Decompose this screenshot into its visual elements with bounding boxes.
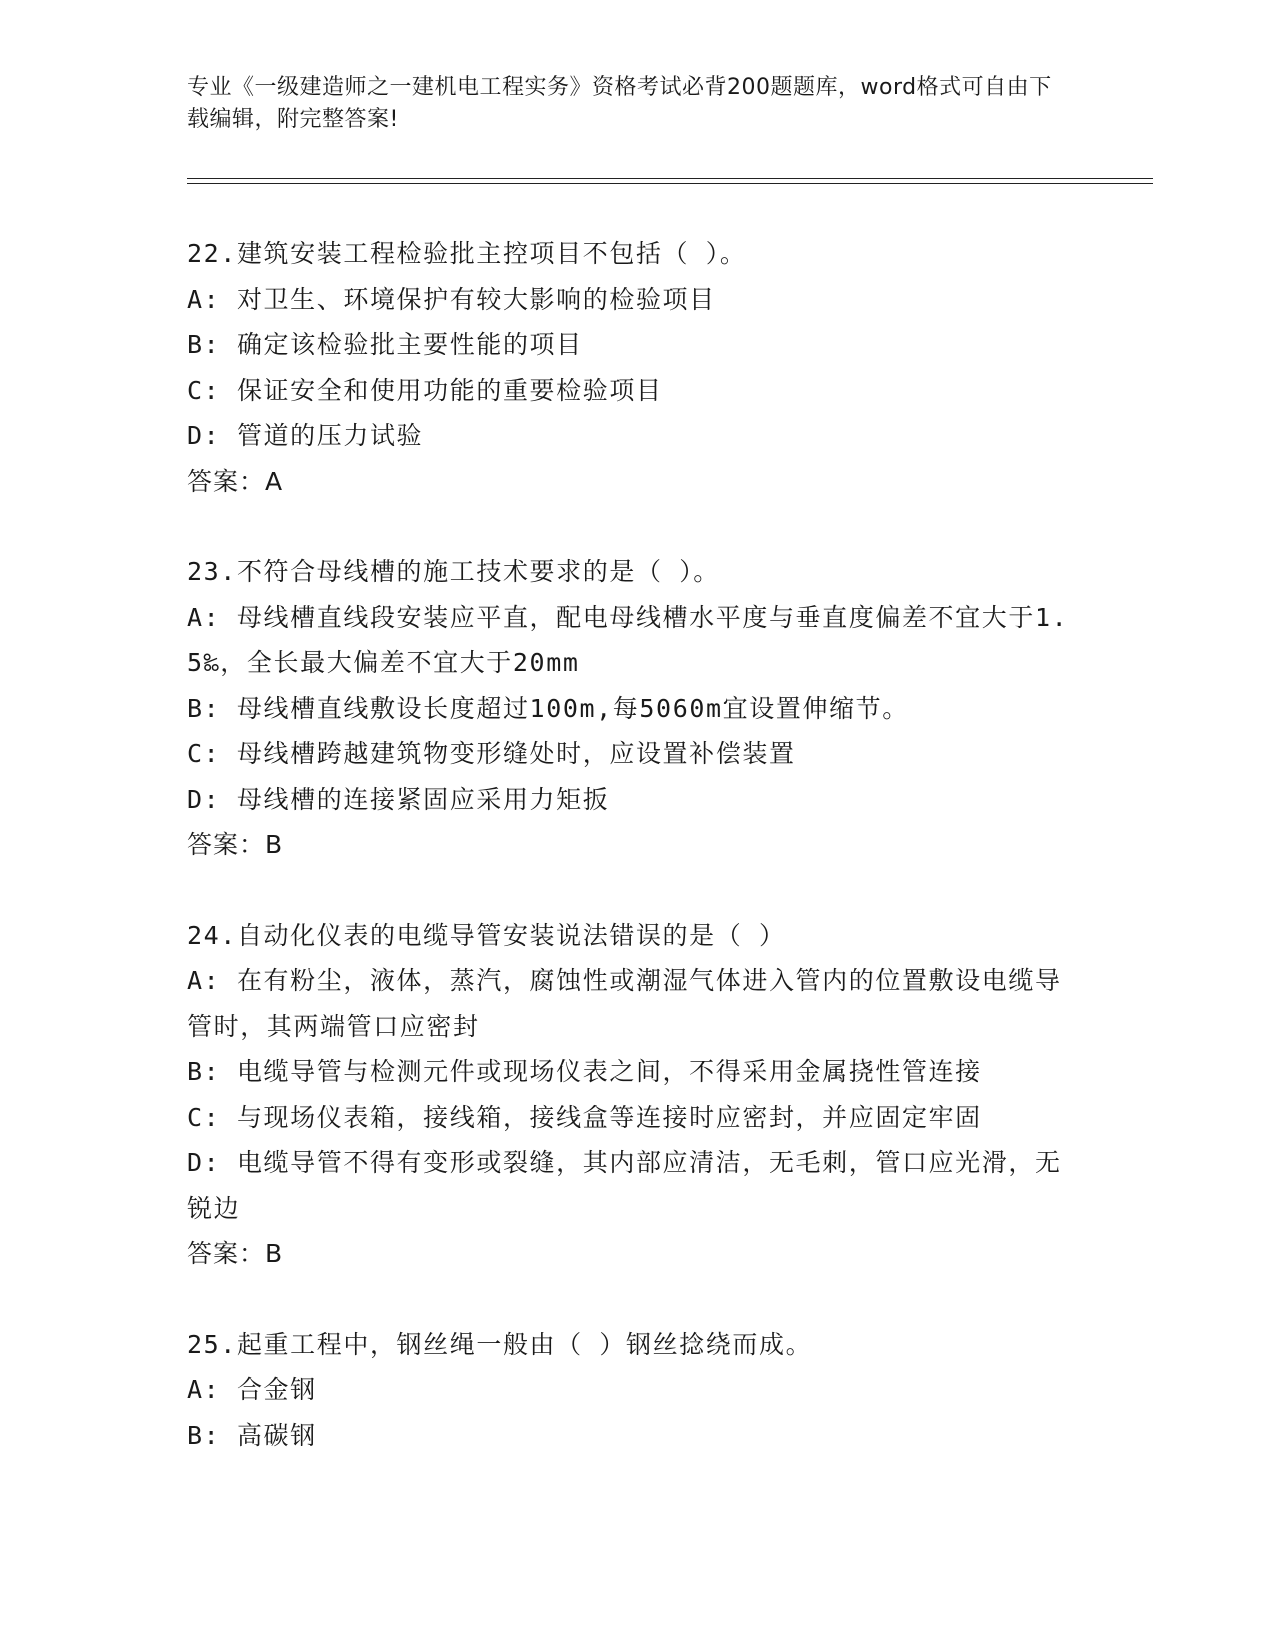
header-divider-top: [187, 178, 1153, 179]
document-header: 专业《一级建造师之一建机电工程实务》资格考试必背200题题库，word格式可自由下载编辑，附完整答案!: [187, 75, 1052, 132]
option-a: A: 对卫生、环境保护有较大影响的检验项目: [187, 284, 716, 314]
answer-label: 答案：B: [187, 1239, 284, 1268]
header-divider-bottom: [187, 183, 1153, 184]
option-c: C: 母线槽跨越建筑物变形缝处时，应设置补偿装置: [187, 739, 796, 768]
question-23: [187, 549, 1072, 868]
question-stem: 23.不符合母线槽的施工技术要求的是（ ）。: [187, 557, 720, 586]
question-24: [187, 913, 1072, 1277]
answer-label: 答案：A: [187, 466, 284, 496]
answer-label: 答案：B: [187, 830, 284, 859]
question-stem: 22.建筑安装工程检验批主控项目不包括（ ）。: [187, 239, 747, 268]
option-c: C: 保证安全和使用功能的重要检验项目: [187, 375, 663, 405]
option-a: A: 合金钢: [187, 1375, 317, 1404]
question-stem: 25.起重工程中，钢丝绳一般由（ ）钢丝捻绕而成。: [187, 1329, 813, 1359]
option-b: B: 高碳钢: [187, 1420, 317, 1450]
option-d: D: 电缆导管不得有变形或裂缝，其内部应清洁，无毛刺，管口应光滑，无锐边: [187, 1148, 1062, 1223]
option-d: D: 管道的压力试验: [187, 421, 424, 450]
question-list: [187, 231, 1072, 1503]
option-b: B: 电缆导管与检测元件或现场仪表之间，不得采用金属挠性管连接: [187, 1057, 982, 1086]
option-d: D: 母线槽的连接紧固应采用力矩扳: [187, 784, 610, 814]
question-stem: 24.自动化仪表的电缆导管安装说法错误的是（ ）: [187, 920, 786, 950]
question-22: [187, 231, 1072, 504]
option-b: B: 母线槽直线敷设长度超过100m,每5060m宜设置伸缩节。: [187, 693, 909, 723]
option-b: B: 确定该检验批主要性能的项目: [187, 330, 583, 359]
question-25: [187, 1322, 1072, 1459]
option-c: C: 与现场仪表箱，接线箱，接线盒等连接时应密封，并应固定牢固: [187, 1102, 982, 1132]
option-a: A: 在有粉尘，液体，蒸汽，腐蚀性或潮湿气体进入管内的位置敷设电缆导管时，其两端管口应密封: [187, 966, 1062, 1041]
option-a: A: 母线槽直线段安装应平直，配电母线槽水平度与垂直度偏差不宜大于1.5‰，全长最大偏差不宜大于20mm: [187, 602, 1069, 677]
